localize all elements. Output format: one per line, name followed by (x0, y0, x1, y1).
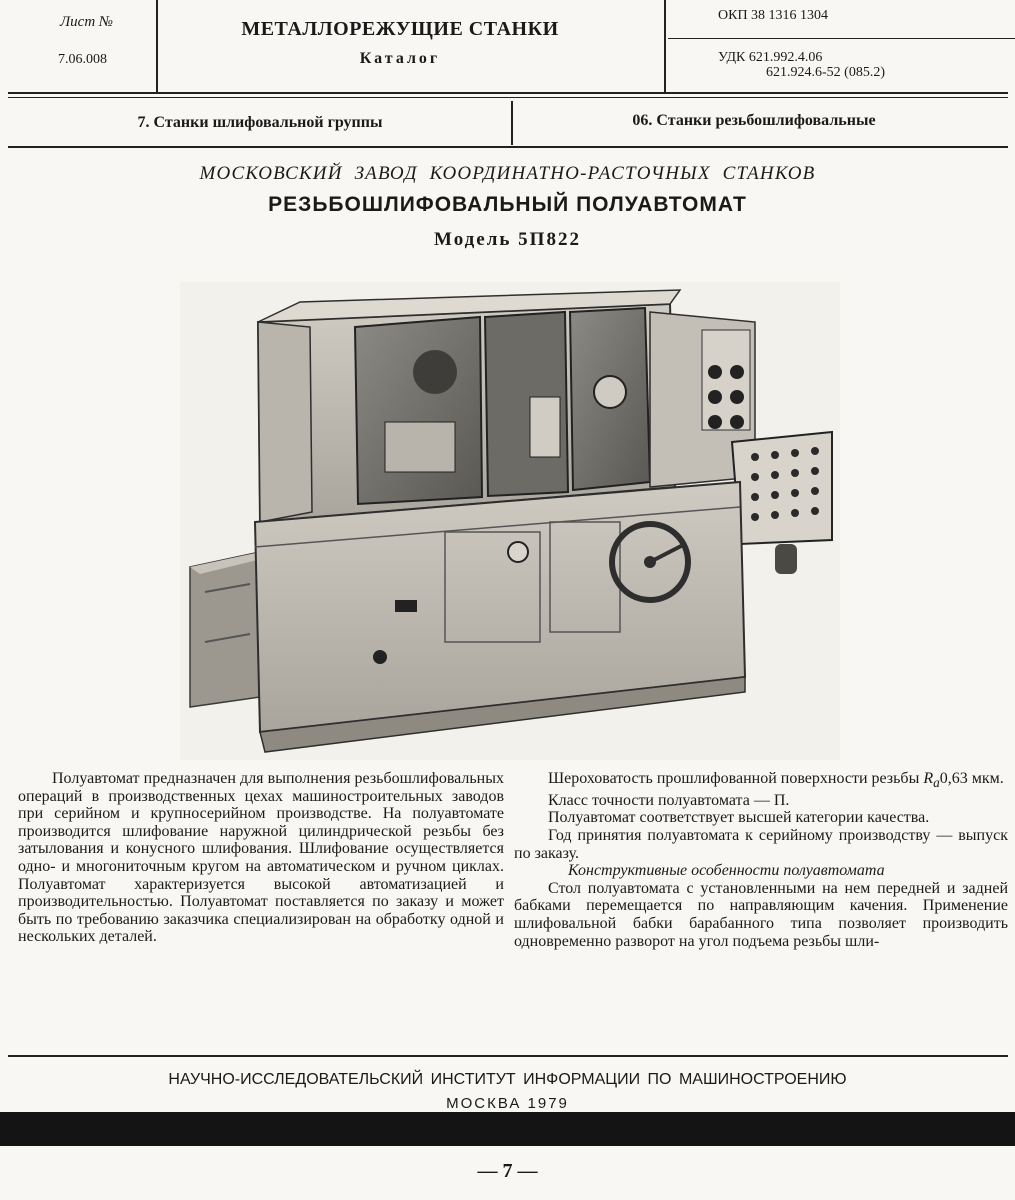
sheet-number: 7.06.008 (58, 52, 107, 67)
section-right: 06. Станки резьбошлифовальные (632, 112, 876, 129)
section-divider (511, 101, 513, 145)
factory-name: МОСКОВСКИЙ ЗАВОД КООРДИНАТНО-РАСТОЧНЫХ СТАНКОВ (199, 163, 816, 184)
machine-photo (180, 282, 840, 760)
udk-code-2: 621.924.6-52 (085.2) (766, 65, 885, 80)
accuracy-paragraph: Класс точности полуавтомата — П. (548, 791, 790, 809)
description-left (18, 770, 504, 946)
sheet-label: Лист № (60, 14, 114, 30)
section-rule (8, 146, 1008, 148)
description-right (514, 770, 1008, 950)
header-divider-3 (668, 38, 1015, 39)
footer-rule (8, 1055, 1008, 1057)
header-divider-1 (156, 0, 158, 92)
production-year-paragraph: Год принятия полуавтомата к серийному производству — выпуск по заказу. (514, 826, 1008, 862)
page-number: — 7 — (477, 1160, 538, 1182)
institute-name: НАУЧНО-ИССЛЕДОВАТЕЛЬСКИЙ ИНСТИТУТ ИНФОРМАЦИИ ПО МАШИНОСТРОЕНИЮ (168, 1071, 847, 1088)
roughness-value: 0,63 мкм. (939, 770, 1004, 787)
roughness-symbol: R (923, 770, 934, 787)
quality-paragraph: Полуавтомат соответствует высшей категории качества. (548, 809, 930, 827)
description-paragraph: Полуавтомат предназначен для выполнения резьбошлифовальных операций в производственных цехах машиностроительных заводов при серийном и крупносерийном производстве. На полуавтомате производится шлифование наружной цилиндрической резьбы без затылования и конусного шлифования. Шлифование осуществляется одно- и многониточным кругом на автоматическом и ручном циклах. Полуавтомат характеризуется высокой автоматизацией и производительностью. Полуавтомат поставляется по заказу и может быть по требованию заказчика специализирован на обработку одной и нескольких деталей. (18, 770, 504, 946)
section-left: 7. Станки шлифовальной группы (137, 114, 383, 131)
design-features-paragraph: Стол полуавтомата с установленными на нем передней и задней бабками перемещается по направляющим качения. Применение шлифовальной бабки барабанного типа позволяет производить одновременно разворот на угол подъема резьбы шли- (514, 879, 1008, 950)
black-band (0, 1112, 1015, 1146)
roughness-text: Шероховатость прошлифованной поверхности резьбы (548, 770, 920, 787)
model-number: Модель 5П822 (434, 229, 581, 250)
okp-code: ОКП 38 1316 1304 (718, 8, 829, 23)
catalog-subtitle: Каталог (359, 50, 441, 67)
header-rule-2 (8, 97, 1008, 98)
city-year: МОСКВА 1979 (446, 1095, 569, 1112)
design-features-heading: Конструктивные особенности полуавтомата (568, 862, 885, 880)
roughness-paragraph (514, 770, 1008, 792)
header-divider-2 (664, 0, 666, 92)
roughness-subscript: a (933, 775, 940, 791)
header-rule (8, 92, 1008, 94)
catalog-title: МЕТАЛЛОРЕЖУЩИЕ СТАНКИ (241, 18, 559, 40)
udk-code-1: УДК 621.992.4.06 (718, 50, 823, 65)
product-title: РЕЗЬБОШЛИФОВАЛЬНЫЙ ПОЛУАВТОМАТ (268, 193, 747, 216)
